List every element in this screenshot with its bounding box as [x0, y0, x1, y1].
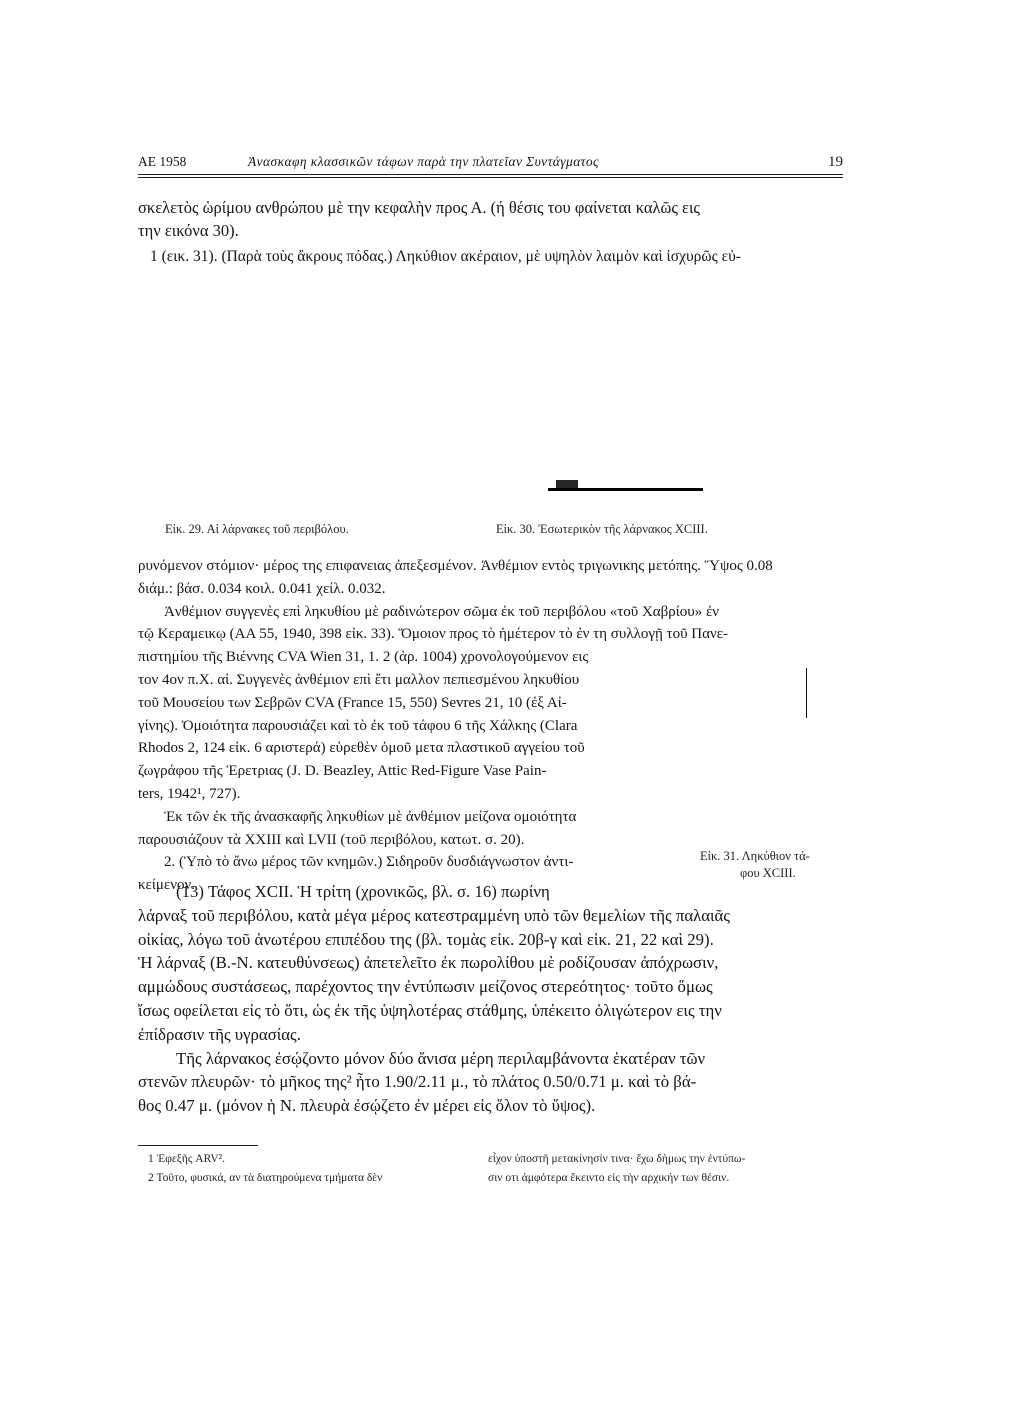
body-line: αμμώδους συστάσεως, παρέχοντος την ἐντύπωσιν μείζονος στερεότητος· τοῦτο ὅμως — [138, 977, 713, 997]
small-line: Ἀνθέμιον συγγενὲς επὶ ληκυθίου μὲ ραδινώτερον σῶμα ἐκ τοῦ περιβόλου «τοῦ Χαβρίου» ἐν — [164, 603, 720, 620]
running-head — [138, 154, 843, 176]
intro-line-1: σκελετὸς ὡρίμου ανθρώπου μὲ την κεφαλὴν προς Α. (ή θέσις του φαίνεται καλῶς εις — [138, 198, 700, 217]
footnote-2-continuation: εἶχον ὑποστῆ μετακίνησίν τινα· ἔχω δὴμως την ἐντύπω- — [488, 1153, 746, 1165]
journal-label: ΑΕ 1958 — [138, 154, 187, 169]
small-line: 2. (Ὑπὸ τὸ ἄνω μέρος τῶν κνημῶν.) Σιδηροῦν δυσδιάγνωστον ἀντι- — [164, 854, 574, 871]
body-line: θος 0.47 μ. (μόνον ἡ Ν. πλευρὰ ἐσῴζετο ἐν μέρει εἰς ὅλον τὸ ὕψος). — [138, 1096, 596, 1116]
intro-line-3: 1 (εικ. 31). (Παρὰ τοὺς ἄκρους πόδας.) Ληκύθιον ακέραιον, μὲ υψηλὸν λαιμὸν καὶ ἰσχυρῶς εὐ- — [150, 248, 741, 265]
body-line: οἰκίας, λόγω τοῦ ἀνωτέρου επιπέδου της (βλ. τομὰς εἰκ. 20β-γ καὶ εἰκ. 21, 22 καὶ 29). — [138, 929, 714, 949]
footnotes-right — [488, 1150, 745, 1188]
figure-31-edge — [806, 668, 807, 718]
figure-31-caption-line: φου XCIII. — [740, 866, 796, 880]
footnote-2-continuation: σιν οτι ἀμφότερα ἔκειντο εἰς τὴν αρχικήν των θέσιν. — [488, 1172, 730, 1184]
footnote-rule — [138, 1145, 258, 1146]
header-rule-bottom — [138, 177, 843, 178]
body-line: Ἡ λάρναξ (Β.-Ν. κατευθύνσεως) ἀπετελεῖτο ἐκ πωρολίθου μὲ ροδίζουσαν ἀπόχρωσιν, — [138, 953, 719, 973]
body-line: στενῶν πλευρῶν· τὸ μῆκος της² ἦτο 1.90/2.11 μ., τὸ πλάτος 0.50/0.71 μ. καὶ τὸ βά- — [138, 1072, 697, 1092]
small-line: τον 4ον π.Χ. αἰ. Συγγενὲς ἀνθέμιον επὶ ἔτι μαλλον πεπιεσμένου ληκυθίου — [138, 671, 580, 688]
header-rule-top — [138, 174, 843, 175]
figure-31-caption-line: Εἰκ. 31. Ληκύθιον τά- — [700, 849, 810, 863]
body-line: ἐπίδρασιν τῆς υγρασίας. — [138, 1024, 301, 1044]
small-line: ρυνόμενον στόμιον· μέρος της επιφανειας ἀπεξεσμένον. Ἀνθέμιον εντὸς τριγωνικης μετόπης. Ὕψος 0.08 — [138, 558, 773, 574]
intro-paragraph — [138, 196, 843, 242]
small-line: κείμενον. — [138, 877, 196, 894]
figure-31-caption — [700, 848, 810, 882]
footnote-1: 1 Ἐφεξῆς ARV². — [148, 1153, 225, 1165]
footnote-2: 2 Τοῦτο, φυσικά, αν τὰ διατηρούμενα τμήματα δὲν — [148, 1172, 383, 1184]
small-line: γίνης). Ὁμοιότητα παρουσιάζει καὶ τὸ ἐκ τοῦ τάφου 6 τῆς Χάλκης (Clara — [138, 717, 578, 734]
small-line: τοῦ Μουσείου των Σεβρῶν CVA (France 15, 550) Sevres 21, 10 (ἐξ Αἰ- — [138, 694, 567, 711]
figure-30-fragment — [556, 480, 578, 490]
small-text-block — [138, 555, 843, 897]
figure-30-caption: Εἰκ. 30. Ἐσωτερικὸν τῆς λάρνακος XCIII. — [496, 522, 708, 536]
small-line: ters, 1942¹, 727). — [138, 785, 241, 802]
section-heading-line: (13) Τάφος XCII. Ἡ τρίτη (χρονικῶς, βλ. σ. 16) πωρίνη — [176, 882, 550, 901]
small-line: Rhodos 2, 124 εἰκ. 6 αριστερά) εὑρεθὲν ὁμοῦ μετα πλαστικοῦ αγγείου τοῦ — [138, 740, 585, 757]
body-line: λάρναξ τοῦ περιβόλου, κατὰ μέγα μέρος κατεστραμμένη υπὸ τῶν θεμελίων τῆς παλαιᾶς — [138, 905, 730, 925]
small-line: τῷ Κεραμεικῳ (ΑΑ 55, 1940, 398 εἰκ. 33). Ὅμοιον προς τὸ ἡμέτερον τὸ ἐν τη συλλογῇ τοῦ Πανε- — [138, 626, 729, 643]
footnotes-left — [148, 1150, 382, 1188]
intro-line-2: την εικόνα 30). — [138, 221, 239, 240]
figure-29-caption: Εἰκ. 29. Αἱ λάρνακες τοῦ περιβόλου. — [165, 522, 349, 536]
main-text-block — [138, 880, 843, 1118]
small-line: πιστημίου τῆς Βιέννης CVA Wien 31, 1. 2 (ἀρ. 1004) χρονολογούμενον εις — [138, 649, 589, 666]
body-line: Τῆς λάρνακος ἐσῴζοντο μόνον δύο ἄνισα μέρη περιλαμβάνοντα ἑκατέραν τῶν — [176, 1048, 706, 1068]
small-line: Ἐκ τῶν ἐκ τῆς ἀνασκαφῆς ληκυθίων μὲ ἀνθέμιον μείζονα ομοιότητα — [164, 808, 577, 825]
small-line: διάμ.: βάσ. 0.034 κοιλ. 0.041 χείλ. 0.032. — [138, 580, 386, 597]
body-line: ἴσως οφείλεται εἰς τὸ ὅτι, ὡς ἐκ τῆς ὑψηλοτέρας στάθμης, ὑπέκειτο ὀλιγώτερον εις την — [138, 1000, 722, 1020]
small-line: παρουσιάζουν τὰ XXIII καὶ LVII (τοῦ περιβόλου, κατωτ. σ. 20). — [138, 831, 525, 848]
page-number: 19 — [828, 154, 843, 170]
small-line: ζωγράφου τῆς Ἐρετριας (J. D. Beazley, Attic Red-Figure Vase Pain- — [138, 763, 547, 780]
running-title: Ἀνασκαφη κλασσικῶν τάφων παρὰ την πλατεῖαν Συντάγματος — [248, 154, 599, 169]
